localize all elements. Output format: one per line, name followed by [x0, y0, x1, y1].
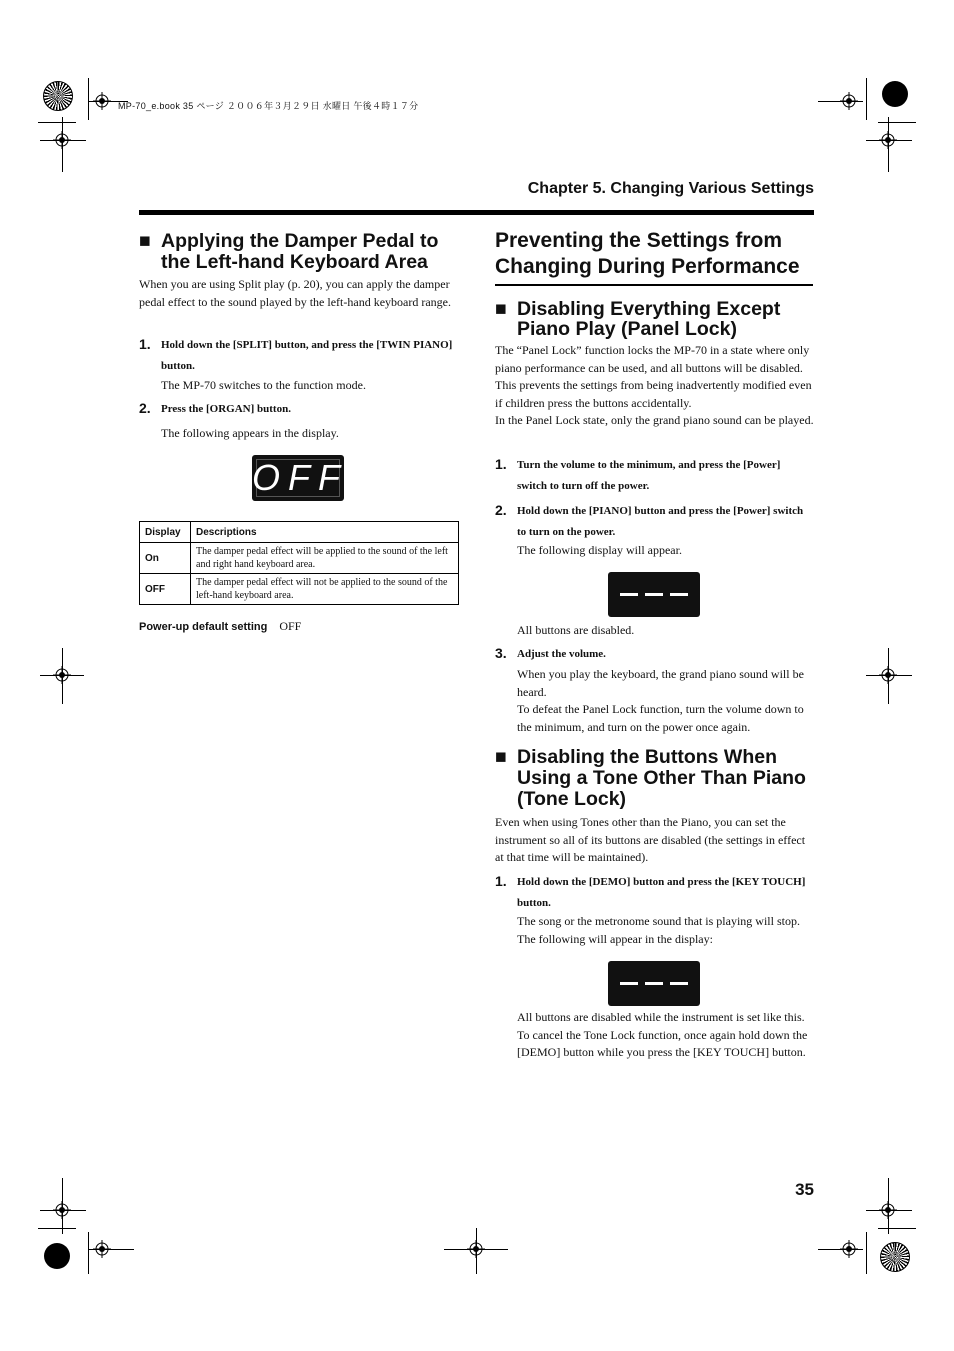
step-note: The song or the metronome sound that is playing will stop. The following will appear in the display:	[517, 914, 800, 946]
registration-target-icon	[879, 131, 897, 149]
registration-dot-icon	[882, 81, 908, 107]
damper-section-heading: ■ Applying the Damper Pedal to the Left-hand Keyboard Area	[139, 230, 439, 273]
registration-target-icon	[93, 92, 111, 110]
panel-lock-intro-2: In the Panel Lock state, only the grand piano sound can be played.	[495, 413, 814, 427]
default-setting-value: OFF	[279, 619, 302, 633]
tone-lock-heading: ■ Disabling the Buttons When Using a Tone Other Than Piano (Tone Lock)	[495, 746, 806, 810]
step-number: 1.	[139, 336, 151, 352]
registration-target-icon	[53, 1201, 71, 1219]
page-number: 35	[795, 1180, 814, 1199]
file-info: MP-70_e.book 35 ページ ２００６年３月２９日 水曜日 午後４時１７分	[118, 101, 419, 111]
step-number: 1.	[495, 873, 507, 889]
step-number: 1.	[495, 456, 507, 472]
table-header: Descriptions	[191, 522, 459, 543]
step-number: 3.	[495, 645, 507, 661]
panel-lock-heading: ■ Disabling Everything Except Piano Play (Panel Lock)	[495, 298, 781, 340]
registration-target-icon	[840, 1240, 858, 1258]
step-instruction: Press the [ORGAN] button.	[161, 403, 291, 415]
registration-target-icon	[93, 1240, 111, 1258]
step-note: To defeat the Panel Lock function, turn the volume down to the minimum, and turn on the power once again.	[517, 702, 804, 734]
lcd-readout: OFF	[252, 457, 348, 498]
step-instruction: Hold down the [PIANO] button and press the [Power] switch to turn on the power.	[517, 505, 804, 538]
step-note: The following display will appear.	[517, 543, 682, 557]
registration-target-icon	[840, 92, 858, 110]
table-row	[140, 574, 459, 605]
default-setting	[139, 617, 301, 635]
step-instruction: Turn the volume to the minimum, and press the [Power] switch to turn off the power.	[517, 459, 781, 492]
tone-lock-intro: Even when using Tones other than the Piano, you can set the instrument so all of its buttons are disabled (the settings in effect at that time will be maintained).	[495, 815, 806, 864]
step-note: The MP-70 switches to the function mode.	[161, 378, 366, 392]
step-number: 2.	[495, 502, 507, 518]
table-cell-display: OFF	[140, 574, 191, 605]
lcd-display	[252, 455, 348, 501]
registration-target-icon	[879, 1201, 897, 1219]
step-instruction: Hold down the [DEMO] button and press the [KEY TOUCH] button.	[517, 876, 806, 909]
registration-target-icon	[53, 666, 71, 684]
registration-sunburst-icon	[43, 81, 73, 111]
registration-target-icon	[879, 666, 897, 684]
step-note: The following appears in the display.	[161, 426, 339, 440]
damper-intro: When you are using Split play (p. 20), you can apply the damper pedal effect to the sound played by the left-hand keyboard range.	[139, 277, 451, 309]
lcd-display-dashes	[608, 572, 700, 617]
default-setting-label: Power-up default setting	[139, 621, 268, 633]
tone-lock-closing: All buttons are disabled while the instrument is set like this. To cancel the Tone Lock function, once again hold down the [DEMO] button while you press the [KEY TOUCH] button.	[517, 1010, 808, 1059]
square-bullet-icon: ■	[139, 230, 151, 252]
chapter-title: Chapter 5. Changing Various Settings	[527, 180, 814, 197]
header-rule	[139, 210, 814, 215]
disabled-note: All buttons are disabled.	[517, 623, 635, 637]
lcd-display-dashes	[608, 961, 700, 1006]
panel-lock-intro: The “Panel Lock” function locks the MP-70 in a state where only piano performance can be used, and all buttons will be disabled. This prevents the settings from being inadvertently modified even if children press the buttons accidentally.	[495, 343, 812, 410]
table-cell-description: The damper pedal effect will not be applied to the sound of the left-hand keyboard area.	[191, 574, 459, 605]
registration-target-icon	[53, 131, 71, 149]
table-header: Display	[140, 522, 191, 543]
registration-target-icon	[467, 1240, 485, 1258]
registration-sunburst-icon	[880, 1242, 910, 1272]
step-instruction: Hold down the [SPLIT] button, and press the [TWIN PIANO] button.	[161, 339, 453, 372]
main-heading: Preventing the Settings from Changing During Performance	[495, 228, 813, 286]
square-bullet-icon: ■	[495, 746, 507, 768]
settings-table	[139, 521, 459, 605]
step-number: 2.	[139, 400, 151, 416]
step-instruction: Adjust the volume.	[517, 648, 606, 660]
step-note: When you play the keyboard, the grand piano sound will be heard.	[517, 667, 804, 699]
registration-dot-icon	[44, 1243, 70, 1269]
table-cell-display: On	[140, 543, 191, 574]
square-bullet-icon: ■	[495, 298, 507, 320]
table-row	[140, 543, 459, 574]
table-cell-description: The damper pedal effect will be applied to the sound of the left and right hand keyboard area.	[191, 543, 459, 574]
